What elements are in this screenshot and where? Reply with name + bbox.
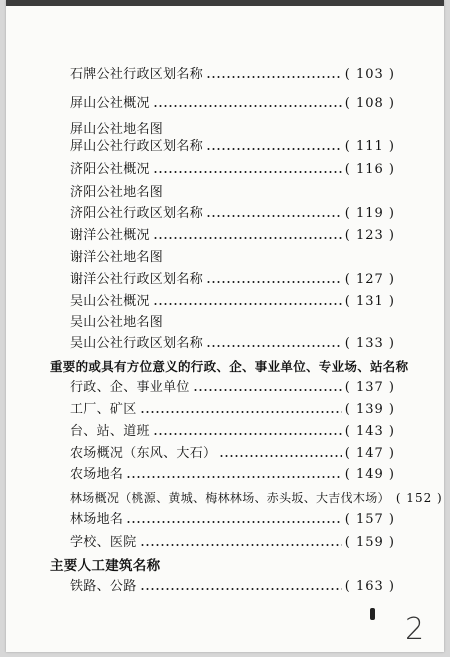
- toc-entry-page: ( 103 ): [344, 67, 395, 82]
- toc-entry: [70, 247, 163, 269]
- toc-entry: [70, 399, 395, 421]
- toc-entry: [70, 93, 395, 115]
- toc-entry-page: ( 147 ): [344, 446, 395, 461]
- toc-entry: [70, 269, 395, 291]
- toc-entry: [70, 443, 395, 465]
- leader-dots: [219, 455, 341, 457]
- leader-dots: [153, 303, 342, 305]
- ink-mark: [370, 608, 375, 620]
- leader-dots: [193, 389, 342, 391]
- leader-dots: [206, 148, 342, 150]
- toc-entry-title: 行政、企、事业单位: [70, 380, 190, 395]
- toc-entry-title: 农场地名: [70, 467, 124, 482]
- toc-entry-title: 学校、医院: [70, 535, 137, 550]
- toc-entry-title: 吴山公社地名图: [70, 315, 164, 330]
- leader-dots: [140, 544, 342, 546]
- leader-dots: [153, 237, 342, 239]
- leader-dots: [153, 433, 342, 435]
- toc-entry-title: 济阳公社概况: [70, 162, 150, 177]
- toc-entry-page: ( 149 ): [344, 467, 395, 482]
- leader-dots: [140, 411, 342, 413]
- toc-entry: [70, 576, 395, 598]
- toc-entry: [70, 64, 395, 86]
- toc-entry-page: ( 116 ): [344, 162, 395, 177]
- leader-dots: [206, 281, 342, 283]
- leader-dots: [206, 345, 342, 347]
- toc-entry: [70, 377, 395, 399]
- toc-entry-title: 铁路、公路: [70, 579, 137, 594]
- toc-entry-page: ( 137 ): [344, 380, 395, 395]
- section-heading-text: 重要的或具有方位意义的行政、企、事业单位、专业场、站名称: [50, 359, 409, 374]
- toc-entry-title: 谢洋公社地名图: [70, 250, 164, 265]
- toc-entry-page: ( 159 ): [344, 535, 395, 550]
- toc-entry: [70, 532, 395, 554]
- leader-dots: [206, 76, 342, 78]
- toc-entry-page: ( 119 ): [344, 206, 395, 221]
- toc-entry-page: ( 123 ): [344, 228, 395, 243]
- toc-entry-title: 济阳公社地名图: [70, 185, 164, 200]
- handwritten-page-number: 2: [405, 612, 425, 647]
- toc-entry-title: 林场概况（桃源、黄城、梅林林场、赤头坂、大吉伐木场）: [70, 491, 390, 505]
- leader-dots: [153, 105, 342, 107]
- toc-entry-page: ( 131 ): [344, 294, 395, 309]
- toc-entry: [70, 291, 395, 313]
- toc-entry: [70, 487, 443, 509]
- toc-entry-page: ( 127 ): [344, 272, 395, 287]
- toc-entry-title: 农场概况（东风、大石）: [70, 446, 217, 461]
- toc-entry-title: 屏山公社行政区划名称: [70, 139, 204, 154]
- toc-entry-page: ( 152 ): [395, 491, 443, 505]
- toc-entry-page: ( 108 ): [344, 96, 395, 111]
- toc-entry: [70, 312, 163, 334]
- toc-entry: [70, 136, 395, 158]
- toc-entry-title: 台、站、道班: [70, 424, 150, 439]
- toc-entry-page: ( 133 ): [344, 336, 395, 351]
- toc-entry-page: ( 157 ): [344, 512, 395, 527]
- toc-entry-title: 吴山公社概况: [70, 294, 150, 309]
- toc-entry-page: ( 163 ): [344, 579, 395, 594]
- toc-entry-page: ( 143 ): [344, 424, 395, 439]
- toc-entry: [70, 159, 395, 181]
- toc-entry: [70, 421, 395, 443]
- toc-entry-title: 工厂、矿区: [70, 402, 137, 417]
- toc-entry-title: 谢洋公社概况: [70, 228, 150, 243]
- toc-entry-page: ( 111 ): [344, 139, 395, 154]
- toc-entry-title: 谢洋公社行政区划名称: [70, 272, 204, 287]
- toc-entry-title: 屏山公社概况: [70, 96, 150, 111]
- toc-entry-title: 林场地名: [70, 512, 124, 527]
- section-heading: [50, 555, 160, 577]
- toc-entry-title: 吴山公社行政区划名称: [70, 336, 204, 351]
- leader-dots: [126, 476, 342, 478]
- toc-entry: [70, 509, 395, 531]
- section-heading-text: 主要人工建筑名称: [50, 558, 161, 574]
- section-heading: [50, 356, 410, 378]
- toc-entry: [70, 182, 163, 204]
- toc-entry-title: 济阳公社行政区划名称: [70, 206, 204, 221]
- toc-entry: [70, 464, 395, 486]
- leader-dots: [140, 588, 342, 590]
- toc-entry-page: ( 139 ): [344, 402, 395, 417]
- toc-entry-title: 石牌公社行政区划名称: [70, 67, 204, 82]
- leader-dots: [206, 215, 342, 217]
- leader-dots: [126, 521, 342, 523]
- leader-dots: [153, 171, 342, 173]
- toc-entry: [70, 225, 395, 247]
- toc-entry: [70, 203, 395, 225]
- toc-entry: [70, 333, 395, 355]
- toc-entry-title: 屏山公社地名图: [70, 122, 164, 137]
